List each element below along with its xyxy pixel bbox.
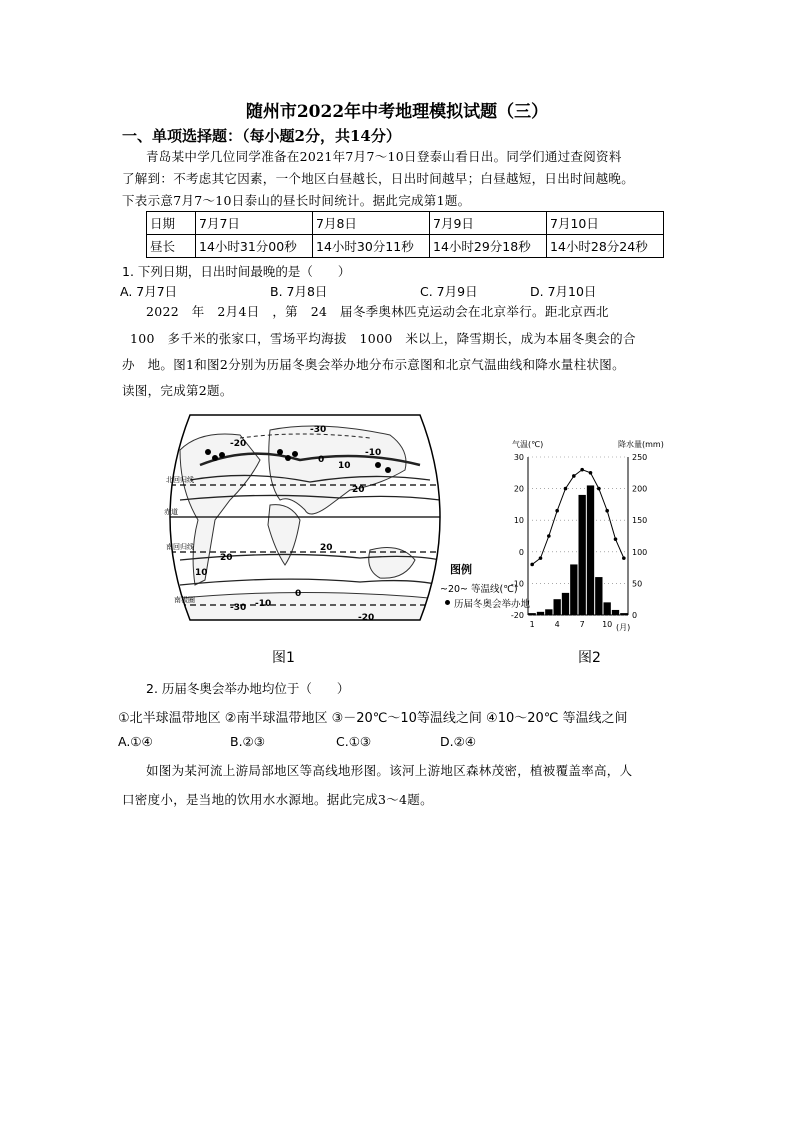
isotherm-label: 20 <box>320 543 333 553</box>
chart-x-tick-label: 7 <box>579 620 585 629</box>
intro3-line2: 口密度小，是当地的饮用水水源地。据此完成3～4题。 <box>122 792 433 807</box>
isotherm-label: 20 <box>352 485 365 495</box>
precipitation-bar <box>620 613 627 615</box>
chart-right-tick-label: 250 <box>632 453 648 462</box>
intro1-line1: 青岛某中学几位同学准备在2021年7月7～10日登泰山看日出。同学们通过查阅资料 <box>146 149 622 164</box>
table-cell: 14小时30分11秒 <box>313 235 430 258</box>
chart-left-tick-label: 30 <box>513 453 524 462</box>
temperature-point <box>622 556 626 560</box>
beijing-climate-chart <box>500 435 670 635</box>
map-legend-isotherm: ~20~ 等温线(℃) <box>440 584 518 595</box>
daylight-table <box>146 211 664 258</box>
precipitation-bar <box>579 495 586 615</box>
chart-right-tick-label: 0 <box>632 611 638 620</box>
map-legend-title: 图例 <box>450 563 472 576</box>
option-a[interactable]: A.①④ <box>118 734 153 749</box>
temperature-point <box>605 509 609 513</box>
precipitation-bar <box>554 599 561 615</box>
intro2-line4: 读图，完成第2题。 <box>122 383 233 398</box>
question-2-stem: 2. 历届冬奥会举办地均位于（ ） <box>146 681 350 696</box>
isotherm-label: -10 <box>365 448 382 458</box>
intro2-line2: 100 多千米的张家口，雪场平均海拔 1000 米以上，降雪期长，成为本届冬奥会的合 <box>130 331 636 346</box>
chart-left-axis-title: 气温(℃) <box>512 440 544 449</box>
chart-left-tick-label: -20 <box>510 611 524 620</box>
host-site-marker <box>385 467 391 473</box>
chart-x-tick-label: 10 <box>602 620 613 629</box>
option-a[interactable]: A. 7月7日 <box>120 284 178 299</box>
question-2-options <box>0 734 794 754</box>
precipitation-bar <box>570 564 577 615</box>
precipitation-bar <box>595 577 602 615</box>
precipitation-bar <box>604 602 611 615</box>
chart-right-tick-label: 150 <box>632 516 648 526</box>
winter-olympics-map <box>160 410 450 625</box>
temperature-point <box>597 487 601 491</box>
question-1-stem: 1. 下列日期，日出时间最晚的是（ ） <box>122 264 351 279</box>
option-c[interactable]: C. 7月9日 <box>420 284 478 299</box>
host-site-marker <box>375 462 381 468</box>
latitude-label: 赤道 <box>164 508 178 516</box>
chart-left-tick-label: 10 <box>513 516 524 526</box>
option-d[interactable]: D.②④ <box>440 734 477 749</box>
temperature-point <box>572 474 576 478</box>
option-c[interactable]: C.①③ <box>336 734 372 749</box>
table-cell: 昼长 <box>147 235 196 258</box>
legend-dot-icon <box>445 600 450 605</box>
isotherm-label: -10 <box>255 599 272 609</box>
table-cell: 14小时31分00秒 <box>196 235 313 258</box>
isotherm-label: 10 <box>338 461 351 471</box>
host-site-marker <box>285 455 291 461</box>
temperature-line <box>532 470 624 565</box>
table-cell: 14小时29分18秒 <box>430 235 547 258</box>
figure-1-caption: 图1 <box>272 650 295 666</box>
latitude-label: 南回归线 <box>166 543 194 551</box>
figure-2-caption: 图2 <box>578 650 601 666</box>
chart-right-tick-label: 50 <box>632 579 643 589</box>
isotherm-label: 0 <box>318 455 325 465</box>
chart-right-tick-label: 200 <box>632 484 648 494</box>
temperature-point <box>555 509 559 513</box>
temperature-point <box>580 468 584 472</box>
precipitation-bar <box>545 609 552 615</box>
chart-left-tick-label: 0 <box>518 547 524 557</box>
table-header-cell: 日期 <box>147 212 196 235</box>
precipitation-bar <box>562 593 569 615</box>
table-row <box>147 235 664 258</box>
latitude-label: 北回归线 <box>166 476 194 484</box>
option-b[interactable]: B.②③ <box>230 734 265 749</box>
chart-left-tick-label: -10 <box>510 579 524 589</box>
isotherm-label: 20 <box>220 553 233 563</box>
latitude-label: 南极圈 <box>174 596 195 604</box>
host-site-marker <box>205 449 211 455</box>
isotherm-label: -30 <box>230 603 247 613</box>
temperature-point <box>589 471 593 475</box>
temperature-point <box>564 487 568 491</box>
table-header-cell: 7月7日 <box>196 212 313 235</box>
chart-right-axis-title: 降水量(mm) <box>618 440 664 449</box>
host-site-marker <box>219 452 225 458</box>
table-header-cell: 7月9日 <box>430 212 547 235</box>
intro2-line3: 办 地。图1和图2分别为历届冬奥会举办地分布示意图和北京气温曲线和降水量柱状图。 <box>122 357 625 372</box>
isotherm-label: 0 <box>295 589 302 599</box>
intro2-line1: 2022 年 2月4日 ，第 24 届冬季奥林匹克运动会在北京举行。距北京西北 <box>146 304 609 319</box>
temperature-point <box>530 563 534 567</box>
section-heading: 一、单项选择题：（每小题2分，共14分） <box>122 127 401 145</box>
precipitation-bar <box>529 613 536 615</box>
temperature-point <box>539 556 543 560</box>
temperature-point <box>614 537 618 541</box>
precipitation-bar <box>612 610 619 615</box>
chart-x-axis-title: (月) <box>616 623 631 632</box>
intro3-line1: 如图为某河流上游局部地区等高线地形图。该河上游地区森林茂密，植被覆盖率高，人 <box>146 763 633 778</box>
option-d[interactable]: D. 7月10日 <box>530 284 597 299</box>
precipitation-bar <box>587 485 594 615</box>
question-2-choices: ①北半球温带地区 ②南半球温带地区 ③－20℃～10等温线之间 ④10～20℃ 等温线之间 <box>118 711 628 726</box>
map-legend-site: 历届冬奥会举办地 <box>454 599 531 610</box>
page-title: 随州市2022年中考地理模拟试题（三） <box>245 102 549 122</box>
host-site-marker <box>292 451 298 457</box>
isotherm-label: -20 <box>358 613 375 623</box>
option-b[interactable]: B. 7月8日 <box>270 284 328 299</box>
intro1-line3: 下表示意7月7～10日泰山的昼长时间统计。据此完成第1题。 <box>122 193 471 208</box>
intro1-line2: 了解到：不考虑其它因素，一个地区白昼越长，日出时间越早；白昼越短，日出时间越晚。 <box>122 171 635 186</box>
table-row <box>147 212 664 235</box>
question-1-options <box>0 282 794 302</box>
table-header-cell: 7月10日 <box>547 212 664 235</box>
temperature-point <box>547 534 551 538</box>
table-cell: 14小时28分24秒 <box>547 235 664 258</box>
isotherm-label: -30 <box>310 425 327 435</box>
host-site-marker <box>212 455 218 461</box>
chart-left-tick-label: 20 <box>513 484 524 494</box>
table-header-cell: 7月8日 <box>313 212 430 235</box>
chart-right-tick-label: 100 <box>632 547 648 557</box>
isotherm-label: -20 <box>230 439 247 449</box>
chart-x-tick-label: 1 <box>529 620 535 629</box>
chart-x-tick-label: 4 <box>554 620 560 629</box>
precipitation-bar <box>537 612 544 615</box>
isotherm-label: 10 <box>195 568 208 578</box>
host-site-marker <box>277 449 283 455</box>
